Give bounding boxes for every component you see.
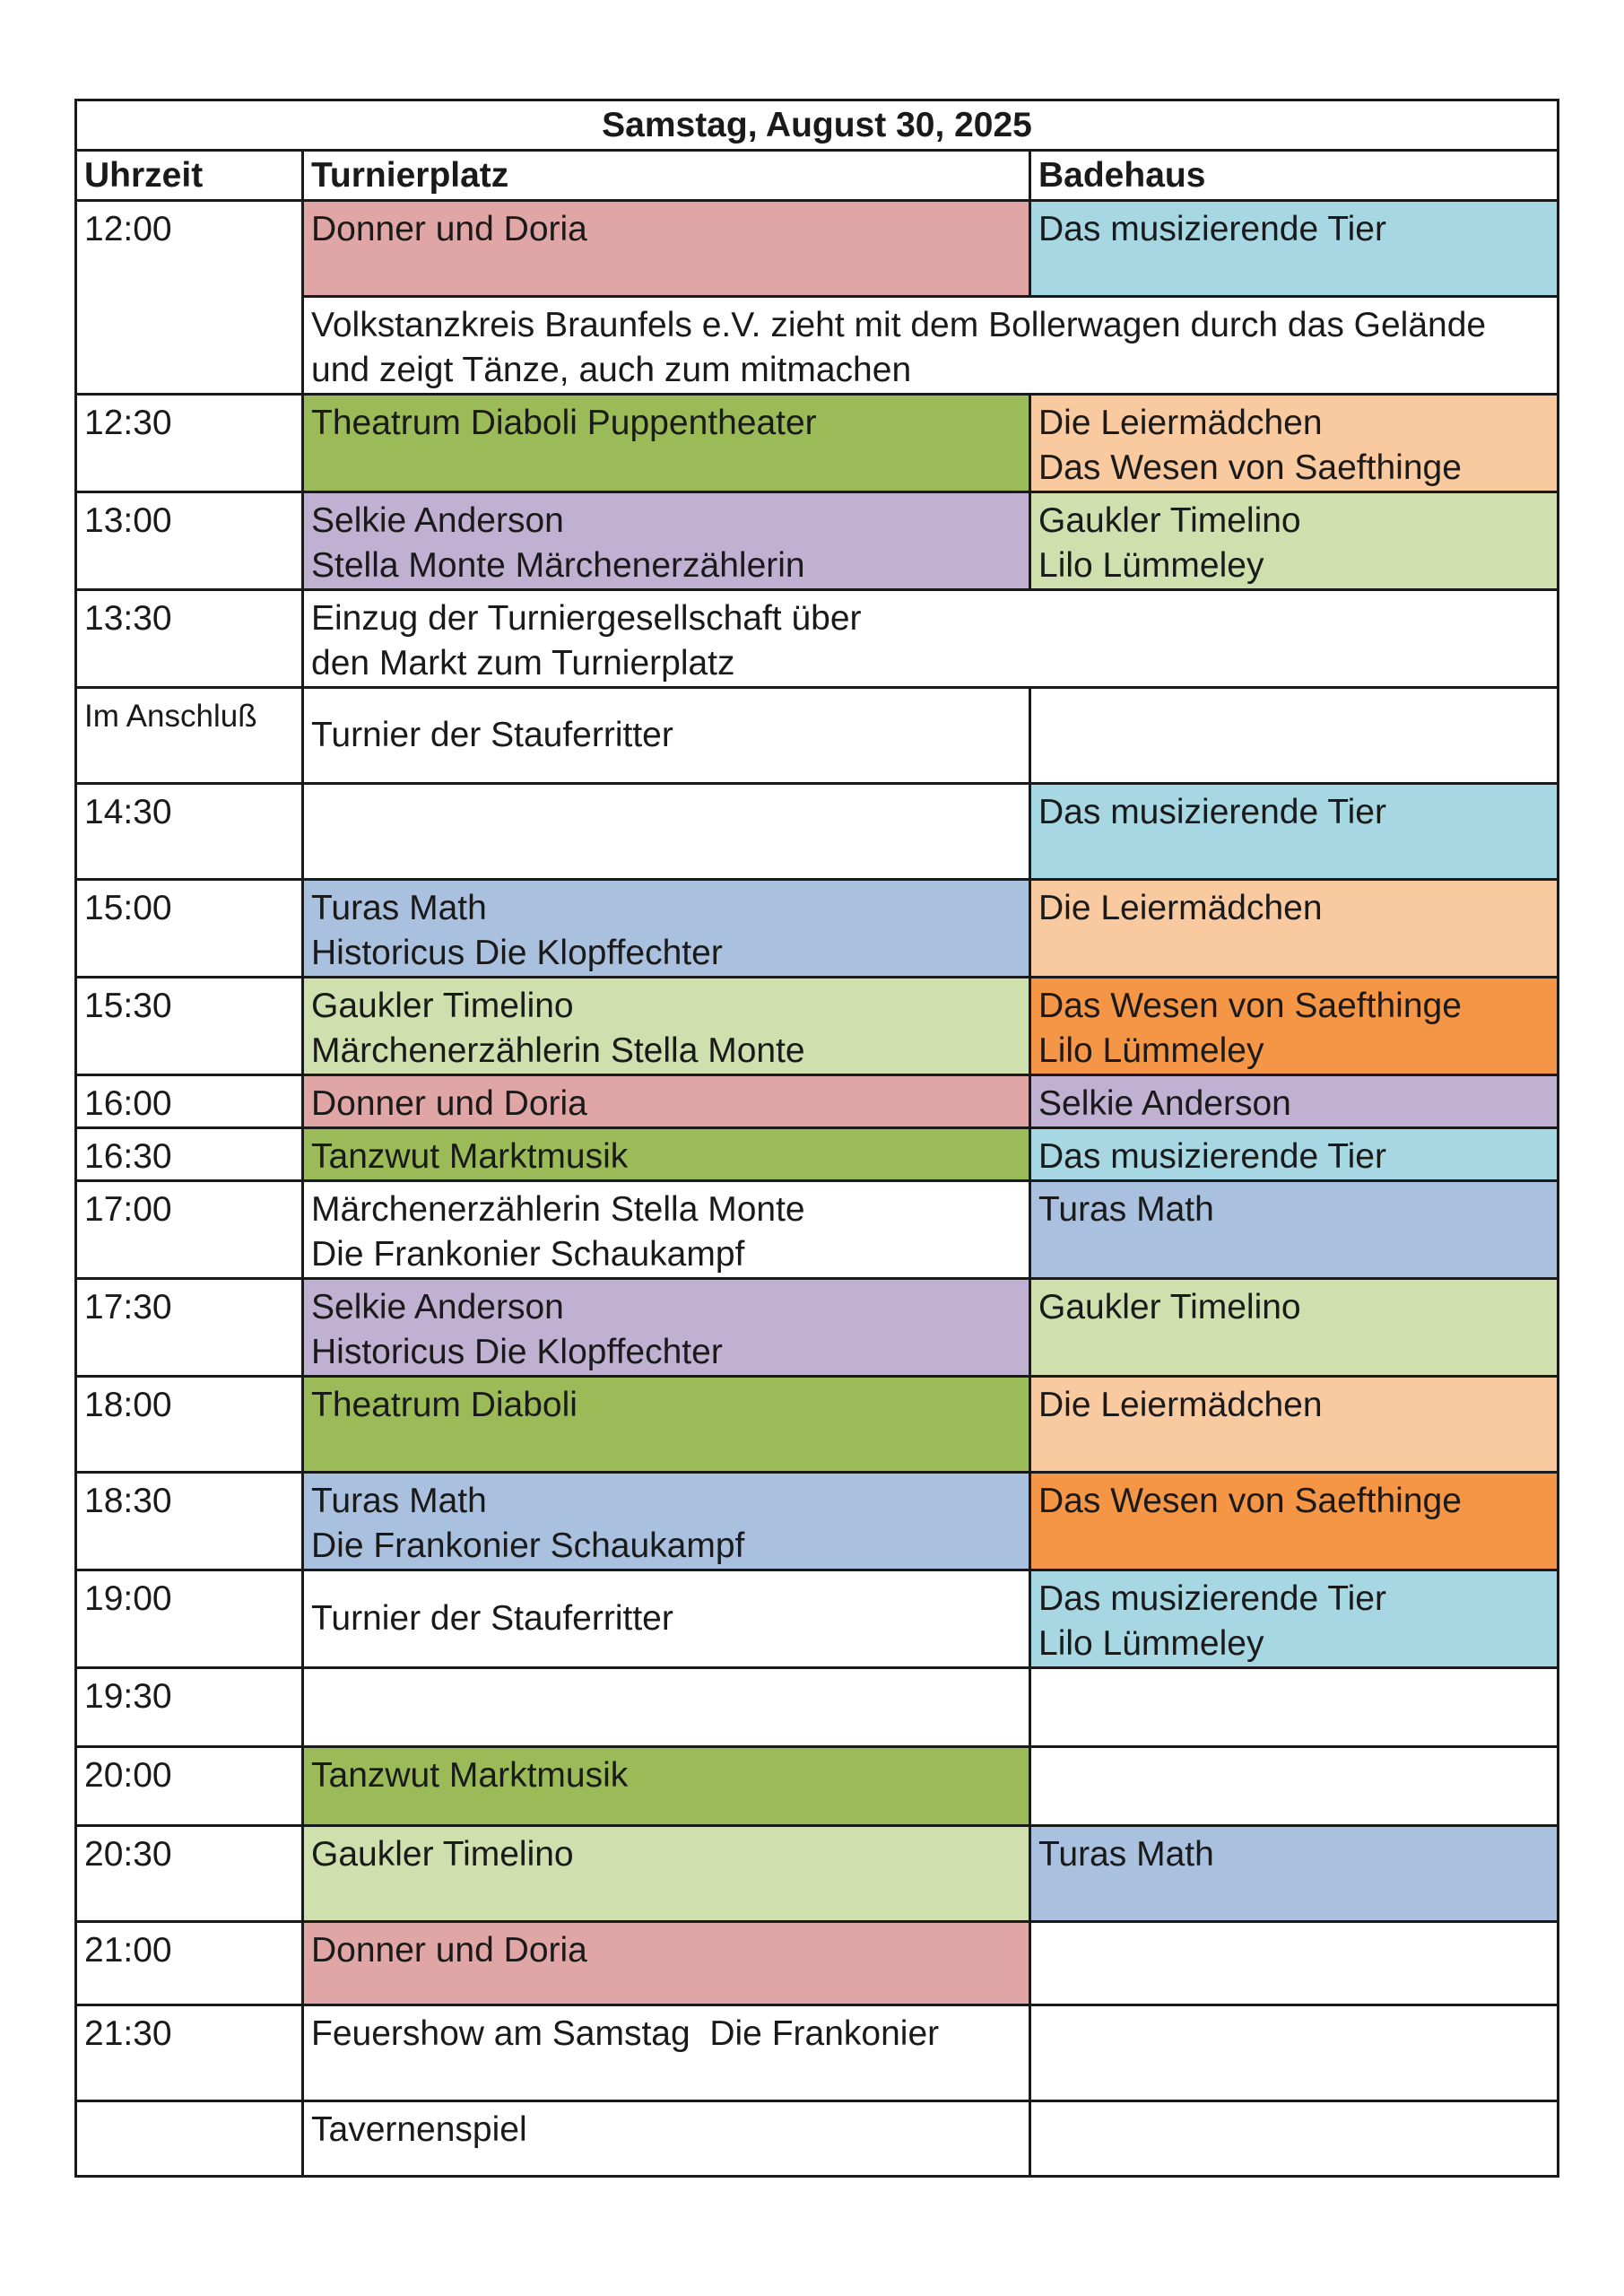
turnierplatz-cell [303, 784, 1030, 880]
time-cell: 16:00 [76, 1075, 303, 1128]
badehaus-cell: Turas Math [1030, 1826, 1559, 1922]
header-badehaus: Badehaus [1030, 151, 1559, 201]
turnierplatz-cell [303, 1279, 1030, 1377]
badehaus-cell: Gaukler Timelino [1030, 1279, 1559, 1377]
badehaus-cell: Selkie Anderson [1030, 1075, 1559, 1128]
table-row [76, 1377, 1559, 1473]
table-row [76, 1279, 1559, 1377]
turnierplatz-cell: Theatrum Diaboli [303, 1377, 1030, 1473]
time-cell: 12:00 [76, 201, 303, 395]
cell-line: Lilo Lümmeley [1038, 546, 1264, 585]
turnierplatz-cell [303, 978, 1030, 1075]
cell-line: Die Frankonier Schaukampf [311, 1526, 745, 1565]
time-cell: 14:30 [76, 784, 303, 880]
badehaus-cell [1030, 1747, 1559, 1826]
turnierplatz-cell [303, 492, 1030, 590]
cell-line: Märchenerzählerin Stella Monte [311, 1031, 805, 1070]
table-row [76, 784, 1559, 880]
table-row [76, 492, 1559, 590]
table-row [76, 1075, 1559, 1128]
table-row [76, 1181, 1559, 1279]
turnierplatz-cell: Donner und Doria [303, 1922, 1030, 2005]
turnierplatz-cell [303, 880, 1030, 978]
badehaus-cell [1030, 395, 1559, 492]
badehaus-cell: Das musizierende Tier [1030, 784, 1559, 880]
cell-line: Historicus Die Klopffechter [311, 934, 723, 972]
time-cell: 17:30 [76, 1279, 303, 1377]
table-row [76, 2101, 1559, 2177]
table-row [76, 1747, 1559, 1826]
turnierplatz-cell [303, 1181, 1030, 1279]
schedule-table [74, 99, 1559, 2178]
time-cell: Im Anschluß [76, 688, 303, 784]
turnierplatz-cell: Theatrum Diaboli Puppentheater [303, 395, 1030, 492]
table-row [76, 1570, 1559, 1668]
badehaus-cell [1030, 978, 1559, 1075]
badehaus-cell: Das musizierende Tier [1030, 1128, 1559, 1181]
turnierplatz-cell: Donner und Doria [303, 1075, 1030, 1128]
time-cell: 21:30 [76, 2005, 303, 2101]
table-row [76, 1128, 1559, 1181]
table-row [76, 1922, 1559, 2005]
turnierplatz-cell: Tanzwut Marktmusik [303, 1128, 1030, 1181]
cell-line: Turas Math [311, 1482, 487, 1520]
badehaus-cell [1030, 1570, 1559, 1668]
time-cell: 19:00 [76, 1570, 303, 1668]
table-row [76, 395, 1559, 492]
turnierplatz-cell: Tavernenspiel [303, 2101, 1030, 2177]
cell-line: Gaukler Timelino [311, 987, 574, 1025]
turnierplatz-cell: Turnier der Stauferritter [303, 1570, 1030, 1668]
cell-line: Selkie Anderson [311, 1288, 564, 1326]
cell-line: den Markt zum Turnierplatz [311, 644, 735, 683]
time-cell: 21:00 [76, 1922, 303, 2005]
cell-line: Die Frankonier Schaukampf [311, 1235, 745, 1274]
table-row [76, 1668, 1559, 1747]
time-cell: 15:30 [76, 978, 303, 1075]
time-cell: 17:00 [76, 1181, 303, 1279]
table-row [76, 978, 1559, 1075]
turnierplatz-cell: Tanzwut Marktmusik [303, 1747, 1030, 1826]
badehaus-cell [1030, 688, 1559, 784]
cell-line: Stella Monte Märchenerzählerin [311, 546, 805, 585]
badehaus-cell [1030, 492, 1559, 590]
badehaus-cell [1030, 2101, 1559, 2177]
badehaus-cell: Die Leiermädchen [1030, 1377, 1559, 1473]
badehaus-cell [1030, 1668, 1559, 1747]
header-turnierplatz: Turnierplatz [303, 151, 1030, 201]
cell-line: Die Leiermädchen [1038, 404, 1323, 442]
table-row [76, 1826, 1559, 1922]
cell-line: Einzug der Turniergesellschaft über [311, 599, 862, 638]
turnierplatz-cell: Donner und Doria [303, 201, 1030, 297]
time-cell [76, 2101, 303, 2177]
time-cell: 18:00 [76, 1377, 303, 1473]
time-cell: 13:00 [76, 492, 303, 590]
header-row [76, 151, 1559, 201]
cell-line: Gaukler Timelino [1038, 501, 1301, 540]
cell-line: Lilo Lümmeley [1038, 1031, 1264, 1070]
cell-line: Turas Math [311, 889, 487, 927]
table-row [76, 1473, 1559, 1570]
time-cell: 20:30 [76, 1826, 303, 1922]
badehaus-cell: Das musizierende Tier [1030, 201, 1559, 297]
time-cell: 12:30 [76, 395, 303, 492]
badehaus-cell [1030, 2005, 1559, 2101]
time-cell: 16:30 [76, 1128, 303, 1181]
table-row [76, 688, 1559, 784]
table-row [76, 201, 1559, 297]
cell-line: Lilo Lümmeley [1038, 1624, 1264, 1663]
badehaus-cell: Turas Math [1030, 1181, 1559, 1279]
cell-line: Das Wesen von Saefthinge [1038, 448, 1462, 487]
time-cell: 18:30 [76, 1473, 303, 1570]
turnierplatz-cell: Gaukler Timelino [303, 1826, 1030, 1922]
time-cell: 19:30 [76, 1668, 303, 1747]
table-row [76, 2005, 1559, 2101]
badehaus-cell [1030, 1922, 1559, 2005]
time-cell: 15:00 [76, 880, 303, 978]
time-cell: 13:30 [76, 590, 303, 688]
table-row [76, 590, 1559, 688]
cell-line: Historicus Die Klopffechter [311, 1333, 723, 1371]
time-cell: 20:00 [76, 1747, 303, 1826]
cell-line: Märchenerzählerin Stella Monte [311, 1190, 805, 1229]
badehaus-cell: Das Wesen von Saefthinge [1030, 1473, 1559, 1570]
event-note-cell: Volkstanzkreis Braunfels e.V. zieht mit dem Bollerwagen durch das Gelände und zeigt Tänze, auch zum mitmachen [303, 297, 1559, 395]
header-time: Uhrzeit [76, 151, 303, 201]
turnierplatz-cell [303, 1668, 1030, 1747]
schedule-title: Samstag, August 30, 2025 [76, 100, 1559, 151]
event-note-cell [303, 590, 1559, 688]
table-row [76, 880, 1559, 978]
cell-line: Selkie Anderson [311, 501, 564, 540]
badehaus-cell: Die Leiermädchen [1030, 880, 1559, 978]
turnierplatz-cell [303, 1473, 1030, 1570]
turnierplatz-cell: Feuershow am Samstag Die Frankonier [303, 2005, 1030, 2101]
title-row [76, 100, 1559, 151]
cell-line: Das musizierende Tier [1038, 1579, 1386, 1618]
cell-line: Das Wesen von Saefthinge [1038, 987, 1462, 1025]
turnierplatz-cell: Turnier der Stauferritter [303, 688, 1030, 784]
